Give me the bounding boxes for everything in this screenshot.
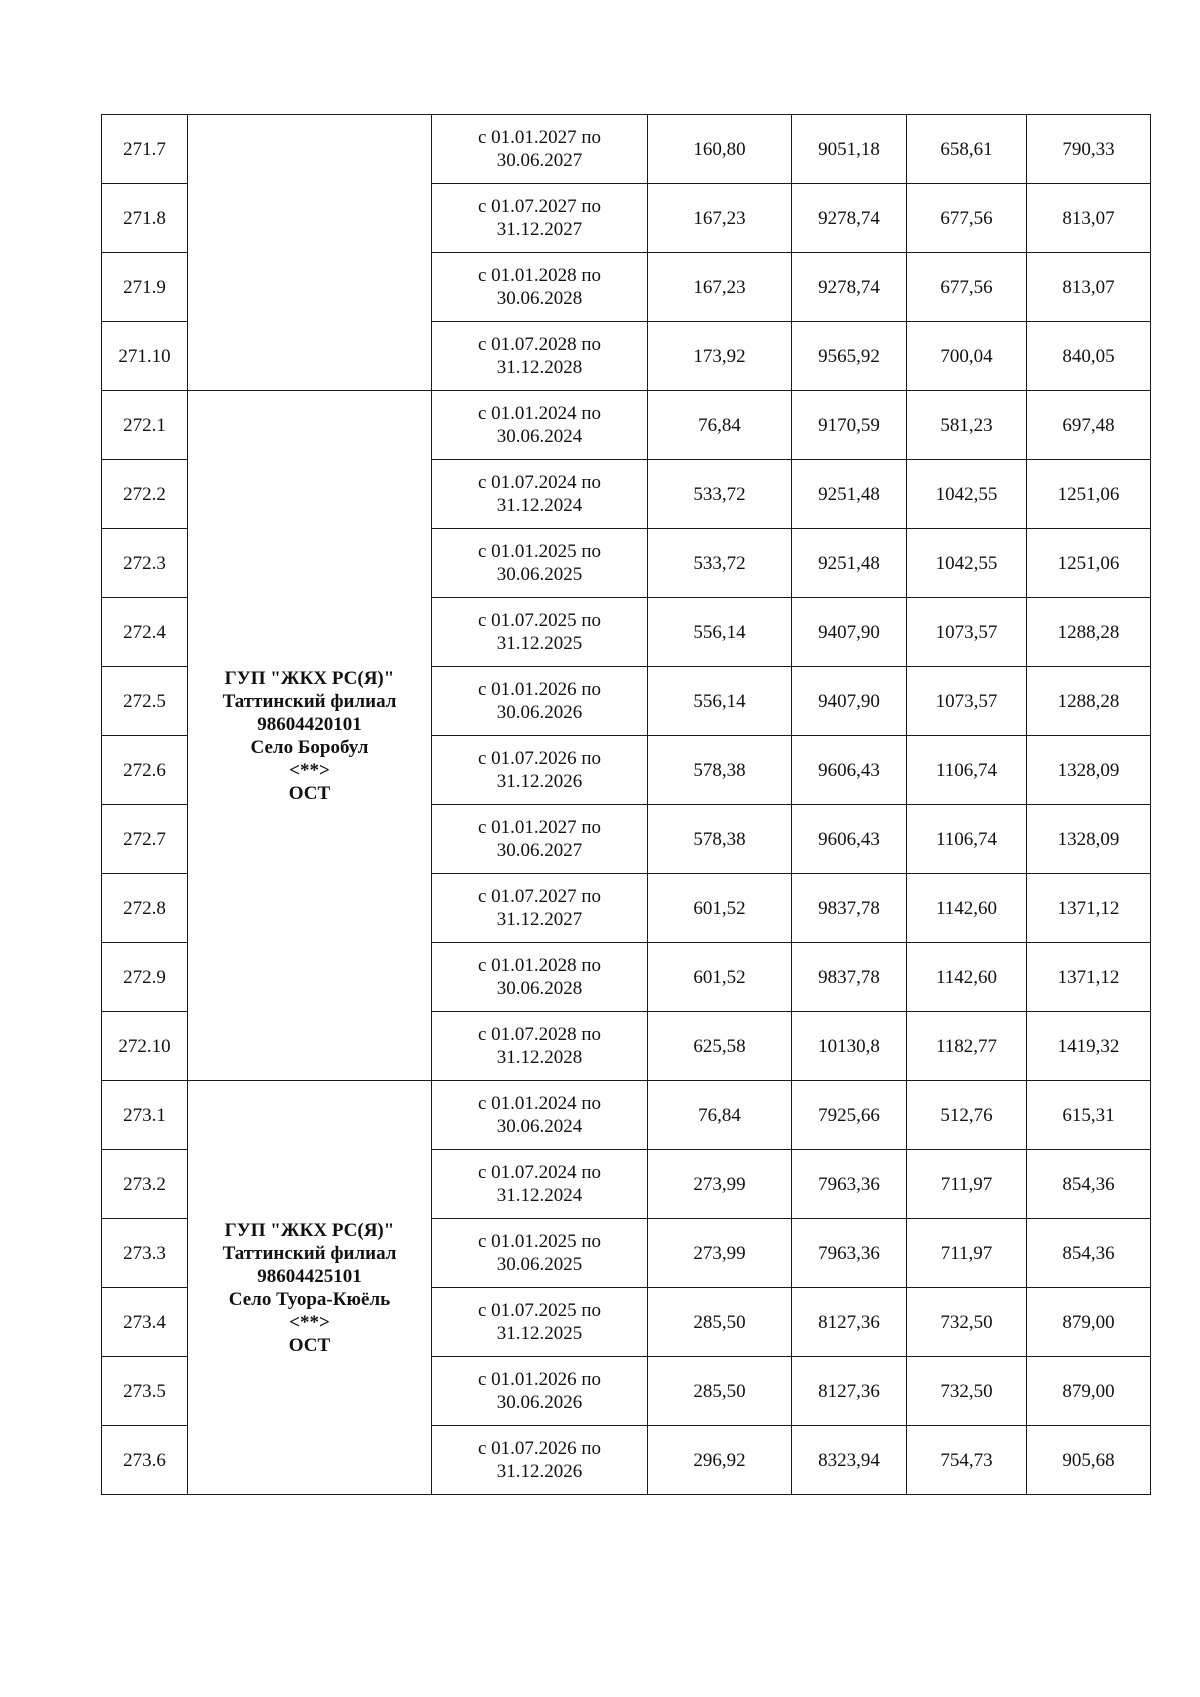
value-cell-2: 9170,59: [792, 391, 907, 460]
organization-line: 98604420101: [257, 713, 362, 735]
value-cell-4: 1371,12: [1027, 943, 1151, 1012]
row-number-cell: 272.7: [102, 805, 188, 874]
period-cell: [432, 1012, 648, 1081]
value-cell-1: 578,38: [648, 805, 792, 874]
period-to: 31.12.2025: [496, 633, 583, 654]
period-to: 30.06.2028: [496, 288, 583, 309]
period-cell: [432, 1150, 648, 1219]
value-cell-3: 1182,77: [907, 1012, 1027, 1081]
value-cell-1: 556,14: [648, 667, 792, 736]
period-cell: [432, 943, 648, 1012]
period-from: с 01.07.2024 по: [477, 1162, 602, 1183]
row-number-cell: 271.9: [102, 253, 188, 322]
value-cell-4: 854,36: [1027, 1150, 1151, 1219]
value-cell-4: 1251,06: [1027, 529, 1151, 598]
organization-line: Таттинский филиал: [222, 690, 397, 712]
value-cell-4: 615,31: [1027, 1081, 1151, 1150]
value-cell-2: 9606,43: [792, 805, 907, 874]
value-cell-3: 732,50: [907, 1288, 1027, 1357]
period-from: с 01.07.2027 по: [477, 886, 602, 907]
period-from: с 01.01.2025 по: [477, 1231, 602, 1252]
period-cell: [432, 253, 648, 322]
value-cell-2: 9606,43: [792, 736, 907, 805]
tariff-table-body: [102, 115, 1151, 1495]
period-cell: [432, 598, 648, 667]
value-cell-4: 1371,12: [1027, 874, 1151, 943]
period-to: 31.12.2026: [496, 771, 583, 792]
value-cell-3: 677,56: [907, 253, 1027, 322]
value-cell-1: 625,58: [648, 1012, 792, 1081]
value-cell-4: 813,07: [1027, 184, 1151, 253]
value-cell-3: 711,97: [907, 1219, 1027, 1288]
row-number-cell: 272.8: [102, 874, 188, 943]
value-cell-2: 9407,90: [792, 667, 907, 736]
value-cell-1: 556,14: [648, 598, 792, 667]
value-cell-1: 76,84: [648, 391, 792, 460]
period-to: 30.06.2028: [496, 978, 583, 999]
period-from: с 01.07.2028 по: [477, 1024, 602, 1045]
row-number-cell: 272.5: [102, 667, 188, 736]
value-cell-2: 9051,18: [792, 115, 907, 184]
row-number-cell: 273.6: [102, 1426, 188, 1495]
period-from: с 01.01.2028 по: [477, 955, 602, 976]
period-to: 31.12.2024: [496, 495, 583, 516]
organization-cell: [188, 1081, 432, 1495]
organization-line: ГУП "ЖКХ РС(Я)": [224, 1219, 395, 1241]
row-number-cell: 271.8: [102, 184, 188, 253]
period-to: 31.12.2027: [496, 909, 583, 930]
organization-line: ОСТ: [288, 1334, 331, 1356]
period-cell: [432, 805, 648, 874]
period-cell: [432, 184, 648, 253]
organization-line: 98604425101: [257, 1265, 362, 1287]
period-cell: [432, 874, 648, 943]
period-from: с 01.01.2028 по: [477, 265, 602, 286]
value-cell-3: 581,23: [907, 391, 1027, 460]
value-cell-3: 1106,74: [907, 736, 1027, 805]
value-cell-2: 9407,90: [792, 598, 907, 667]
value-cell-1: 601,52: [648, 874, 792, 943]
row-number-cell: 272.4: [102, 598, 188, 667]
period-to: 31.12.2028: [496, 357, 583, 378]
value-cell-1: 167,23: [648, 184, 792, 253]
period-from: с 01.01.2026 по: [477, 1369, 602, 1390]
value-cell-1: 601,52: [648, 943, 792, 1012]
period-cell: [432, 667, 648, 736]
table-row: [102, 391, 1151, 460]
period-to: 31.12.2028: [496, 1047, 583, 1068]
period-from: с 01.01.2027 по: [477, 817, 602, 838]
value-cell-1: 160,80: [648, 115, 792, 184]
period-to: 30.06.2025: [496, 564, 583, 585]
tariff-table: [101, 114, 1151, 1495]
period-to: 31.12.2025: [496, 1323, 583, 1344]
value-cell-4: 1419,32: [1027, 1012, 1151, 1081]
value-cell-2: 8127,36: [792, 1288, 907, 1357]
period-cell: [432, 460, 648, 529]
value-cell-2: 7925,66: [792, 1081, 907, 1150]
period-cell: [432, 322, 648, 391]
value-cell-4: 840,05: [1027, 322, 1151, 391]
value-cell-4: 697,48: [1027, 391, 1151, 460]
period-from: с 01.07.2026 по: [477, 1438, 602, 1459]
organization-line: ОСТ: [288, 782, 331, 804]
row-number-cell: 273.1: [102, 1081, 188, 1150]
period-from: с 01.01.2026 по: [477, 679, 602, 700]
value-cell-1: 273,99: [648, 1150, 792, 1219]
value-cell-1: 578,38: [648, 736, 792, 805]
value-cell-4: 813,07: [1027, 253, 1151, 322]
period-from: с 01.07.2025 по: [477, 1300, 602, 1321]
period-from: с 01.01.2025 по: [477, 541, 602, 562]
value-cell-4: 1328,09: [1027, 805, 1151, 874]
row-number-cell: 273.3: [102, 1219, 188, 1288]
value-cell-3: 1142,60: [907, 874, 1027, 943]
value-cell-2: 9278,74: [792, 184, 907, 253]
organization-line: <**>: [289, 759, 330, 781]
period-to: 30.06.2025: [496, 1254, 583, 1275]
period-cell: [432, 391, 648, 460]
value-cell-3: 512,76: [907, 1081, 1027, 1150]
period-cell: [432, 1288, 648, 1357]
period-cell: [432, 1357, 648, 1426]
period-to: 30.06.2027: [496, 840, 583, 861]
period-to: 31.12.2024: [496, 1185, 583, 1206]
value-cell-3: 1042,55: [907, 529, 1027, 598]
value-cell-2: 8127,36: [792, 1357, 907, 1426]
period-from: с 01.07.2025 по: [477, 610, 602, 631]
value-cell-2: 9565,92: [792, 322, 907, 391]
value-cell-4: 1251,06: [1027, 460, 1151, 529]
value-cell-4: 879,00: [1027, 1357, 1151, 1426]
period-from: с 01.01.2024 по: [477, 403, 602, 424]
period-cell: [432, 115, 648, 184]
value-cell-1: 533,72: [648, 529, 792, 598]
value-cell-2: 7963,36: [792, 1219, 907, 1288]
period-to: 30.06.2024: [496, 1116, 583, 1137]
row-number-cell: 271.7: [102, 115, 188, 184]
period-from: с 01.07.2024 по: [477, 472, 602, 493]
value-cell-3: 711,97: [907, 1150, 1027, 1219]
period-to: 30.06.2026: [496, 702, 583, 723]
value-cell-1: 296,92: [648, 1426, 792, 1495]
row-number-cell: 272.2: [102, 460, 188, 529]
row-number-cell: 271.10: [102, 322, 188, 391]
value-cell-1: 273,99: [648, 1219, 792, 1288]
row-number-cell: 272.6: [102, 736, 188, 805]
value-cell-1: 76,84: [648, 1081, 792, 1150]
organization-line: ГУП "ЖКХ РС(Я)": [224, 667, 395, 689]
organization-line: Село Туора-Кюёль: [228, 1288, 391, 1310]
organization-cell: [188, 115, 432, 391]
period-from: с 01.01.2027 по: [477, 127, 602, 148]
value-cell-1: 285,50: [648, 1357, 792, 1426]
row-number-cell: 273.4: [102, 1288, 188, 1357]
row-number-cell: 272.10: [102, 1012, 188, 1081]
period-from: с 01.07.2027 по: [477, 196, 602, 217]
value-cell-3: 700,04: [907, 322, 1027, 391]
table-row: [102, 1081, 1151, 1150]
organization-line: Село Боробул: [250, 736, 369, 758]
period-from: с 01.01.2024 по: [477, 1093, 602, 1114]
value-cell-4: 1328,09: [1027, 736, 1151, 805]
period-to: 31.12.2027: [496, 219, 583, 240]
period-to: 30.06.2024: [496, 426, 583, 447]
value-cell-1: 285,50: [648, 1288, 792, 1357]
value-cell-3: 1042,55: [907, 460, 1027, 529]
value-cell-4: 790,33: [1027, 115, 1151, 184]
value-cell-2: 9251,48: [792, 529, 907, 598]
value-cell-2: 7963,36: [792, 1150, 907, 1219]
period-cell: [432, 1219, 648, 1288]
period-to: 30.06.2026: [496, 1392, 583, 1413]
value-cell-3: 1073,57: [907, 667, 1027, 736]
row-number-cell: 272.3: [102, 529, 188, 598]
row-number-cell: 273.5: [102, 1357, 188, 1426]
value-cell-4: 905,68: [1027, 1426, 1151, 1495]
period-from: с 01.07.2028 по: [477, 334, 602, 355]
row-number-cell: 272.1: [102, 391, 188, 460]
organization-line: Таттинский филиал: [222, 1242, 397, 1264]
value-cell-1: 173,92: [648, 322, 792, 391]
period-cell: [432, 736, 648, 805]
value-cell-2: 9251,48: [792, 460, 907, 529]
table-row: [102, 115, 1151, 184]
row-number-cell: 272.9: [102, 943, 188, 1012]
organization-cell: [188, 391, 432, 1081]
value-cell-3: 677,56: [907, 184, 1027, 253]
value-cell-3: 1142,60: [907, 943, 1027, 1012]
period-cell: [432, 1081, 648, 1150]
value-cell-3: 658,61: [907, 115, 1027, 184]
value-cell-2: 8323,94: [792, 1426, 907, 1495]
value-cell-1: 167,23: [648, 253, 792, 322]
period-cell: [432, 529, 648, 598]
period-to: 31.12.2026: [496, 1461, 583, 1482]
value-cell-4: 1288,28: [1027, 598, 1151, 667]
value-cell-4: 879,00: [1027, 1288, 1151, 1357]
value-cell-3: 1073,57: [907, 598, 1027, 667]
value-cell-3: 732,50: [907, 1357, 1027, 1426]
organization-line: <**>: [289, 1311, 330, 1333]
value-cell-3: 754,73: [907, 1426, 1027, 1495]
value-cell-2: 9278,74: [792, 253, 907, 322]
value-cell-4: 1288,28: [1027, 667, 1151, 736]
value-cell-3: 1106,74: [907, 805, 1027, 874]
period-from: с 01.07.2026 по: [477, 748, 602, 769]
value-cell-1: 533,72: [648, 460, 792, 529]
period-to: 30.06.2027: [496, 150, 583, 171]
row-number-cell: 273.2: [102, 1150, 188, 1219]
value-cell-2: 10130,8: [792, 1012, 907, 1081]
value-cell-4: 854,36: [1027, 1219, 1151, 1288]
value-cell-2: 9837,78: [792, 943, 907, 1012]
value-cell-2: 9837,78: [792, 874, 907, 943]
period-cell: [432, 1426, 648, 1495]
